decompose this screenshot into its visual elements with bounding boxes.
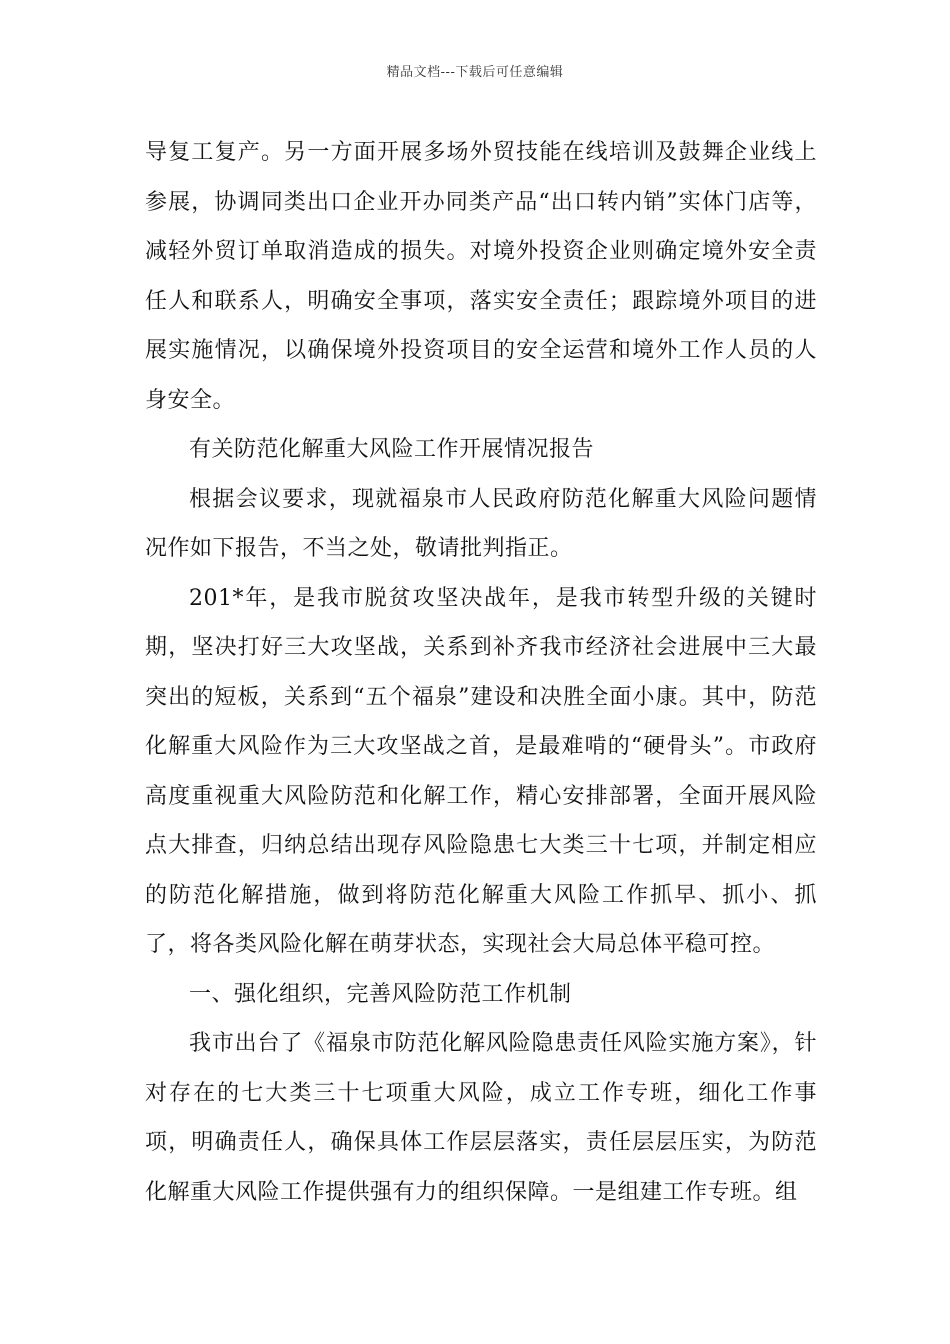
paragraph-background: 201*年，是我市脱贫攻坚决战年，是我市转型升级的关键时期，坚决打好三大攻坚战，关系到补齐我市经济社会进展中三大最突出的短板，关系到“五个福泉”建设和决胜全面小康。其中，防范化解重大风险作为三大攻坚战之首，是最难啃的“硬骨头”。市政府高度重视重大风险防范和化解工作，精心安排部署，全面开展风险点大排查，归纳总结出现存风险隐患七大类三十七项，并制定相应的防范化解措施，做到将防范化解重大风险工作抓早、抓小、抓了，将各类风险化解在萌芽状态，实现社会大局总体平稳可控。: [145, 585, 817, 957]
paragraph-section-1: 我市出台了《福泉市防范化解风险隐患责任风险实施方案》，针对存在的七大类三十七项重大风险，成立工作专班，细化工作事项，明确责任人，确保具体工作层层落实，责任层层压实，为防范化解重大风险工作提供强有力的组织保障。一是组建工作专班。组: [145, 1031, 817, 1205]
document-body: [145, 128, 817, 1217]
section-heading-1: 一、强化组织，完善风险防范工作机制: [189, 981, 572, 1007]
paragraph-continuation: 导复工复产。另一方面开展多场外贸技能在线培训及鼓舞企业线上参展，协调同类出口企业开办同类产品“出口转内销”实体门店等，减轻外贸订单取消造成的损失。对境外投资企业则确定境外安全责任人和联系人，明确安全事项，落实安全责任；跟踪境外项目的进展实施情况，以确保境外投资项目的安全运营和境外工作人员的人身安全。: [145, 140, 817, 413]
paragraph-intro: 根据会议要求，现就福泉市人民政府防范化解重大风险问题情况作如下报告，不当之处，敬请批判指正。: [145, 486, 817, 561]
report-title: 有关防范化解重大风险工作开展情况报告: [189, 437, 595, 462]
page-header: 精品文档---下载后可任意编辑: [386, 65, 564, 80]
